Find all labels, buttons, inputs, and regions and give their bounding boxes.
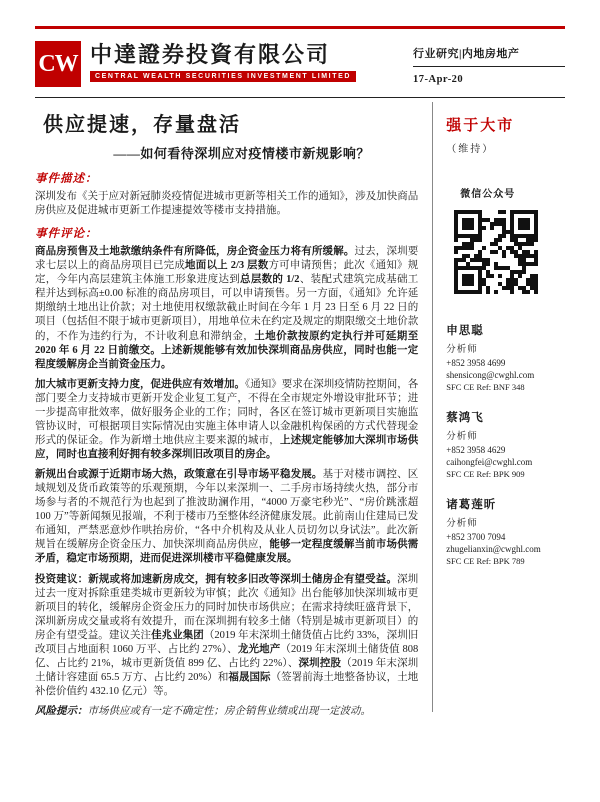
company-logo (35, 41, 81, 87)
text-segment: 龙光地产 (237, 643, 281, 655)
text-segment: 深圳控股 (298, 657, 342, 669)
analyst-phone: +852 3700 7094 (446, 532, 506, 542)
analyst-sfc-ref: SFC CE Ref: BPK 909 (446, 469, 525, 479)
text-segment: 佳兆业集团 (151, 629, 204, 641)
text-segment: （2019 年末深圳土储货值 808 亿、占比约 21%，城市更新货值 899 亿、占比约 22%）、 (35, 643, 419, 669)
text-segment: 风险提示： (35, 706, 88, 718)
report-title: 供应提速，存量盘活 (43, 114, 241, 136)
analyst-name: 申思聪 (446, 325, 484, 337)
paragraph (35, 378, 418, 462)
analyst-role: 分析师 (446, 519, 478, 529)
text-segment: 过去，深圳要求七层以上的商品房项目已完成 (35, 246, 419, 272)
analyst-email: zhugelianxin@cwghl.com (446, 544, 541, 554)
rating-badge: 强于大市 (446, 118, 515, 134)
text-segment: 《通知》要求在深圳疫情防控期间，各部门要全力支持城市更新开发企业复工复产，不得在全市规定外增设审批环节；进一步提高审批效率，做好服务企业的工作；同时，各区在签订城市更新项目实施监管协议时，可根据项目实际情况由实施主体申请人以金融机构保函的方式代替现金形式的保证金。作为新增土地供应主要来源的城市， (35, 378, 419, 446)
text-segment: 地面以上 2/3 层数 (185, 260, 269, 272)
rating-status: （维持） (446, 144, 495, 155)
analyst-email: caihongfei@cwghl.com (446, 457, 533, 467)
analyst-role: 分析师 (446, 432, 478, 442)
analyst-list (446, 322, 572, 566)
company-name-en: CENTRAL WEALTH SECURITIES INVESTMENT LIMITED (90, 71, 356, 82)
header (0, 41, 600, 87)
text-segment: 深圳过去一度对拆除重建类城市更新较为审慎；此次《通知》出台能够加快深圳城市更新项目的转化，缓解房企资金压力的同时加快市场供应；在需求持续旺盛背景下，深圳新房成交量或将有效提升，而在深圳拥有较多土储（特别是城市更新项目）的房企有望受益。建议关注 (35, 573, 419, 641)
text-segment: 深圳发布《关于应对新冠肺炎疫情促进城市更新等相关工作的通知》，涉及加快商品房供应及促进城市更新工作提速提效等楼市支持措施。 (35, 191, 419, 217)
text-segment: 投资建议：新规或将加速新房成交，拥有较多旧改等深圳土储房企有望受益。 (35, 573, 398, 585)
report-subtitle: ——如何看待深圳应对疫情楼市新规影响？ (113, 146, 370, 161)
content-columns (0, 98, 600, 718)
text-segment: 总层数的 1/2 (240, 274, 300, 286)
analyst-name: 蔡鸿飞 (446, 412, 484, 424)
company-name-cn: 中達證券投資有限公司 (90, 42, 331, 67)
text-segment: 福晟国际 (228, 671, 271, 683)
sidebar (433, 98, 572, 712)
analyst-card (446, 409, 572, 479)
report-date: 17-Apr-20 (413, 74, 464, 85)
text-segment: 加大城市更新支持力度，促进供应有效增加。 (35, 378, 245, 390)
analyst-phone: +852 3958 4629 (446, 445, 506, 455)
paragraph (35, 245, 418, 372)
analyst-phone: +852 3958 4699 (446, 358, 506, 368)
paragraph (35, 468, 418, 566)
text-segment: （2019 年末深圳土储计容建面 65.5 万方、占比约 20%）和 (35, 657, 419, 683)
analyst-email: shensicong@cwghl.com (446, 370, 535, 380)
text-segment: 新规出台或源于近期市场大热，政策意在引导市场平稳发展。 (35, 469, 323, 481)
brand-text (90, 41, 356, 82)
paragraph (35, 190, 418, 218)
section-label: 事件描述： (35, 173, 98, 185)
logo-letters: CW (38, 50, 78, 77)
qr-code-image (452, 208, 540, 296)
text-segment: 、装配式建筑完成基础工程并达到标高±0.00 标准的商品房项目，可以申请预售。另一方面，《通知》允许延期缴纳土地出让价款；对土地使用权缴款截止时间在今年 1 月 23 日至 6 月 22 日的项目（包括但不限于城市更新项目），用地单位未在约定及规定的期限缴交土地价款的，不作为违约行为，不计收利息和滞纳金， (35, 274, 419, 342)
wechat-label: 微信公众号 (460, 189, 516, 200)
analyst-sfc-ref: SFC CE Ref: BPK 789 (446, 556, 525, 566)
analyst-role: 分析师 (446, 345, 478, 355)
text-segment: 商品房预售及土地款缴纳条件有所降低，房企资金压力将有所缓解。 (35, 246, 355, 258)
text-segment: 能够一定程度缓解当前市场供需矛盾，稳定市场预期，进而促进深圳楼市平稳健康发展。 (35, 539, 419, 565)
text-segment: 方可申请预售；此次《通知》规定，今年内高层建筑主体施工形象进度达到 (35, 260, 419, 286)
header-meta (413, 45, 565, 85)
paragraph (35, 573, 418, 700)
wechat-qr-code (452, 208, 540, 296)
main-content (35, 98, 432, 718)
text-segment: 土地价款按原约定执行并可延期至 2020 年 6 月 22 日前缴交。上述新规能够有效加快深圳商品房供应，同时也能一定程度缓解房企当前资金压力。 (35, 330, 419, 370)
analyst-name: 诸葛莲昕 (446, 499, 497, 511)
section-label: 事件评论： (35, 228, 98, 241)
top-divider (35, 26, 565, 29)
analyst-sfc-ref: SFC CE Ref: BNF 348 (446, 382, 525, 392)
text-segment: 基于对楼市调控、区域规划及货币政策等的乐观预期，今年以来深圳一、二手房市场持续火热，部分市场参与者的不规范行为也起到了推波助澜作用，“4000 万豪宅秒光”、“房价跳涨超 100 万”等新闻频见报端，不利于楼市乃至整体经济健康发展。此前南山住建局已发布通知，严禁恶意炒作哄抬房价，“各中介机构及从业人员切勿以身试法”。此次新规旨在缓解房企资金压力、加快深圳商品房供应， (35, 469, 419, 551)
text-segment: （2019 年末深圳土储货值占比约 33%，深圳旧改项目占地面积 1060 万平、占比约 27%）、 (35, 629, 419, 655)
report-category: 行业研究|内地房地产 (413, 45, 565, 67)
report-body (35, 170, 418, 719)
text-segment: 上述规定能够加大深圳市场供应，同时也直接利好拥有较多深圳旧改项目的房企。 (35, 434, 419, 460)
paragraph (35, 705, 418, 719)
report-page (0, 26, 600, 802)
analyst-card (446, 496, 572, 566)
text-segment: （签署前海土地整备协议，土地补偿价值约 432.10 亿元）等。 (35, 671, 419, 697)
text-segment: 市场供应或有一定不确定性；房企销售业绩或出现一定波动。 (87, 706, 371, 718)
analyst-card (446, 322, 572, 392)
brand (35, 41, 356, 87)
